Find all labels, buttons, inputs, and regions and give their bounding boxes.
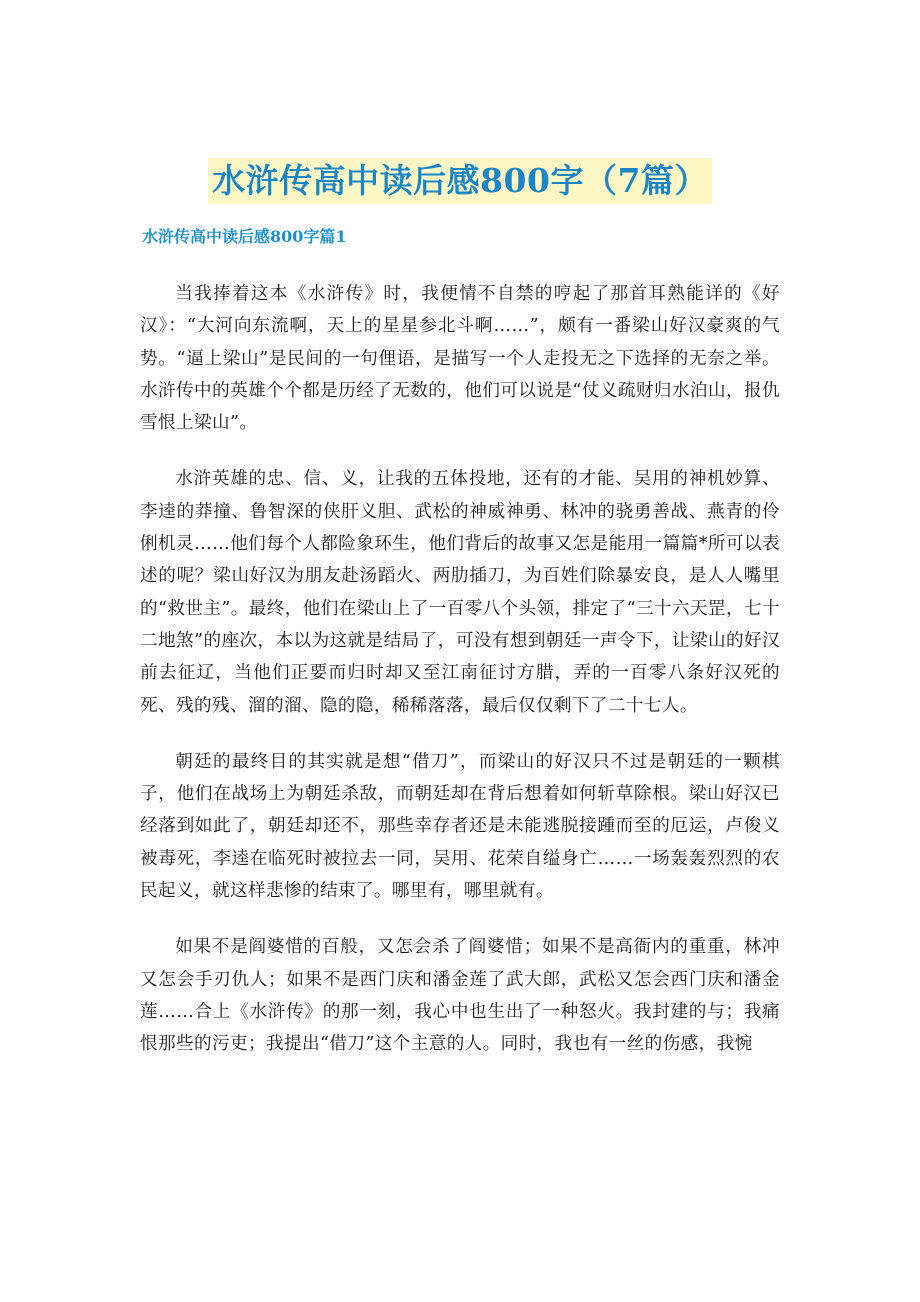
- paragraph-1: 当我捧着这本《水浒传》时，我便情不自禁的哼起了那首耳熟能详的《好汉》：“大河向东流啊，天上的星星参北斗啊……”，颇有一番梁山好汉豪爽的气势。“逼上梁山”是民间的一句俚语，是描写一个人走投无之下选择的无奈之举。水浒传中的英雄个个都是历经了无数的，他们可以说是“仗义疏财归水泊山，报仇雪恨上梁山”。: [140, 284, 780, 434]
- document-title: 水浒传高中读后感800字（7篇）: [208, 158, 712, 204]
- essay-body: [140, 278, 780, 1085]
- title-container: [0, 136, 920, 226]
- section-heading: 水浒传高中读后感800字篇1: [142, 227, 347, 246]
- paragraph-3: 朝廷的最终目的其实就是想“借刀”，而梁山的好汉只不过是朝廷的一颗棋子，他们在战场上为朝廷杀敌，而朝廷却在背后想着如何斩草除根。梁山好汉已经落到如此了，朝廷却还不，那些幸存者还是未能逃脱接踵而至的厄运，卢俊义被毒死，李逵在临死时被拉去一同，吴用、花荣自缢身亡……一场轰轰烈烈的农民起义，就这样悲惨的结束了。哪里有，哪里就有。: [140, 751, 780, 902]
- paragraph-4: 如果不是阎婆惜的百般，又怎会杀了阎婆惜；如果不是高衙内的重重，林冲又怎会手刃仇人；如果不是西门庆和潘金莲了武大郎，武松又怎会西门庆和潘金莲……合上《水浒传》的那一刻，我心中也生出了一种怒火。我封建的与；我痛恨那些的污吏；我提出“借刀”这个主意的人。同时，我也有一丝的伤感，我惋: [140, 937, 780, 1055]
- paragraph-2: 水浒英雄的忠、信、义，让我的五体投地，还有的才能、吴用的神机妙算、李逵的莽撞、鲁智深的侠肝义胆、武松的神威神勇、林冲的骁勇善战、燕青的伶俐机灵……他们每个人都险象环生，他们背后的故事又怎是能用一篇篇*所可以表述的呢？梁山好汉为朋友赴汤蹈火、两肋插刀，为百姓们除暴安良，是人人嘴里的“救世主”。最终，他们在梁山上了一百零八个头领，排定了“三十六天罡，七十二地煞”的座次，本以为这就是结局了，可没有想到朝廷一声令下，让梁山的好汉前去征辽，当他们正要而归时却又至江南征讨方腊，弄的一百零八条好汉死的死、残的残、溜的溜、隐的隐，稀稀落落，最后仅仅剩下了二十七人。: [140, 469, 780, 716]
